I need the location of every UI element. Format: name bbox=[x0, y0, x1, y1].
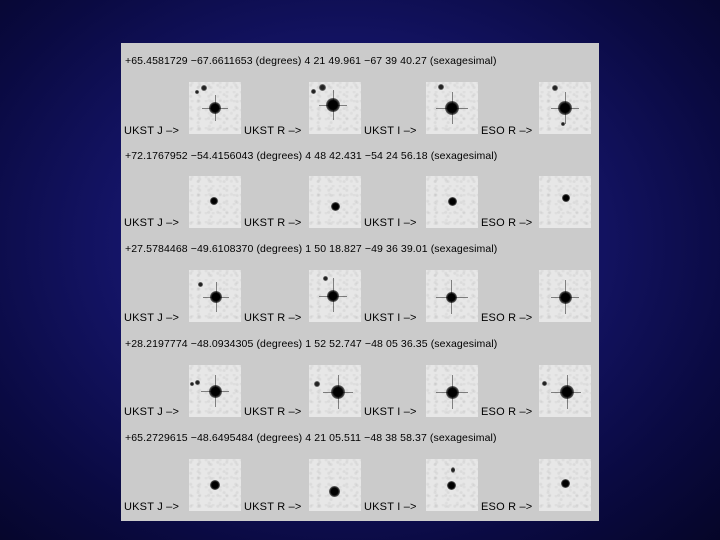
thumbnail-ukst-r[interactable] bbox=[309, 82, 361, 134]
diffraction-spike bbox=[565, 92, 566, 124]
label-ukst-j: UKST J –> bbox=[124, 125, 180, 137]
star bbox=[562, 194, 570, 202]
thumbnail-eso-r[interactable] bbox=[539, 82, 591, 134]
star bbox=[195, 90, 199, 94]
label-ukst-i: UKST I –> bbox=[364, 312, 417, 324]
star bbox=[314, 381, 320, 387]
thumbnail-ukst-j[interactable] bbox=[189, 365, 241, 417]
coordinate-line: +28.2197774 −48.0934305 (degrees) 1 52 52.747 −48 05 36.35 (sexagesimal) bbox=[125, 338, 498, 350]
star bbox=[311, 89, 316, 94]
thumbnail-ukst-j[interactable] bbox=[189, 176, 241, 228]
star bbox=[329, 486, 340, 497]
diffraction-spike bbox=[216, 282, 217, 312]
label-eso-r: ESO R –> bbox=[481, 312, 533, 324]
label-ukst-r: UKST R –> bbox=[244, 125, 302, 137]
thumbnail-eso-r[interactable] bbox=[539, 459, 591, 511]
diffraction-spike bbox=[452, 92, 453, 124]
coordinate-line: +65.4581729 −67.6611653 (degrees) 4 21 49.961 −67 39 40.27 (sexagesimal) bbox=[125, 55, 497, 67]
label-ukst-r: UKST R –> bbox=[244, 501, 302, 513]
star bbox=[210, 197, 218, 205]
label-eso-r: ESO R –> bbox=[481, 125, 533, 137]
label-eso-r: ESO R –> bbox=[481, 217, 533, 229]
thumbnail-ukst-r[interactable] bbox=[309, 459, 361, 511]
label-ukst-i: UKST I –> bbox=[364, 501, 417, 513]
thumbnail-ukst-j[interactable] bbox=[189, 459, 241, 511]
thumbnail-ukst-r[interactable] bbox=[309, 270, 361, 322]
coordinate-line: +27.5784468 −49.6108370 (degrees) 1 50 18.827 −49 36 39.01 (sexagesimal) bbox=[125, 243, 498, 255]
label-ukst-i: UKST I –> bbox=[364, 125, 417, 137]
thumbnail-eso-r[interactable] bbox=[539, 270, 591, 322]
label-ukst-r: UKST R –> bbox=[244, 312, 302, 324]
thumbnail-ukst-i[interactable] bbox=[426, 176, 478, 228]
thumbnail-ukst-i[interactable] bbox=[426, 270, 478, 322]
star bbox=[323, 276, 328, 281]
star bbox=[561, 479, 570, 488]
star bbox=[210, 480, 220, 490]
diffraction-spike bbox=[451, 280, 452, 314]
diffraction-spike bbox=[436, 297, 468, 298]
thumbnail-eso-r[interactable] bbox=[539, 365, 591, 417]
thumbnail-ukst-j[interactable] bbox=[189, 82, 241, 134]
label-ukst-j: UKST J –> bbox=[124, 217, 180, 229]
thumbnail-ukst-i[interactable] bbox=[426, 459, 478, 511]
diffraction-spike bbox=[567, 375, 568, 409]
thumbnail-ukst-j[interactable] bbox=[189, 270, 241, 322]
star bbox=[331, 202, 340, 211]
coordinate-line: +72.1767952 −54.4156043 (degrees) 4 48 42.431 −54 24 56.18 (sexagesimal) bbox=[125, 150, 498, 162]
star bbox=[198, 282, 203, 287]
image-panel bbox=[121, 43, 599, 521]
star bbox=[561, 122, 565, 126]
thumbnail-ukst-r[interactable] bbox=[309, 365, 361, 417]
thumbnail-ukst-i[interactable] bbox=[426, 365, 478, 417]
label-ukst-i: UKST I –> bbox=[364, 406, 417, 418]
thumbnail-ukst-i[interactable] bbox=[426, 82, 478, 134]
star bbox=[451, 467, 455, 473]
coordinate-line: +65.2729615 −48.6495484 (degrees) 4 21 05.511 −48 38 58.37 (sexagesimal) bbox=[125, 432, 497, 444]
diffraction-spike bbox=[215, 375, 216, 407]
star bbox=[447, 481, 456, 490]
label-eso-r: ESO R –> bbox=[481, 501, 533, 513]
diffraction-spike bbox=[333, 278, 334, 312]
label-ukst-r: UKST R –> bbox=[244, 406, 302, 418]
star bbox=[319, 84, 326, 91]
label-ukst-j: UKST J –> bbox=[124, 406, 180, 418]
star bbox=[190, 382, 194, 386]
star bbox=[552, 85, 558, 91]
label-ukst-j: UKST J –> bbox=[124, 312, 180, 324]
label-eso-r: ESO R –> bbox=[481, 406, 533, 418]
star bbox=[201, 85, 207, 91]
diffraction-spike bbox=[452, 375, 453, 409]
star bbox=[438, 84, 444, 90]
label-ukst-j: UKST J –> bbox=[124, 501, 180, 513]
thumbnail-ukst-r[interactable] bbox=[309, 176, 361, 228]
diffraction-spike bbox=[338, 375, 339, 409]
star bbox=[448, 197, 457, 206]
label-ukst-i: UKST I –> bbox=[364, 217, 417, 229]
star bbox=[195, 380, 200, 385]
thumbnail-eso-r[interactable] bbox=[539, 176, 591, 228]
diffraction-spike bbox=[215, 95, 216, 121]
star bbox=[542, 381, 547, 386]
diffraction-spike bbox=[333, 90, 334, 120]
label-ukst-r: UKST R –> bbox=[244, 217, 302, 229]
diffraction-spike bbox=[551, 392, 581, 393]
diffraction-spike bbox=[565, 280, 566, 314]
